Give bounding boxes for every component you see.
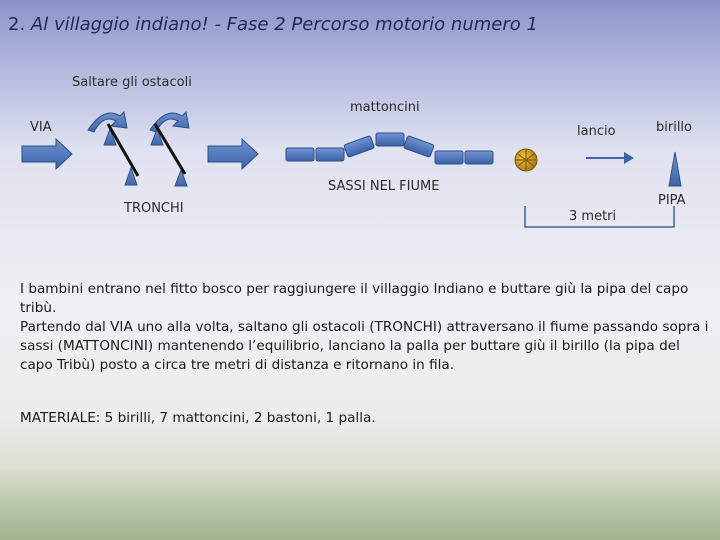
brick-3 xyxy=(344,136,375,158)
title-rest: - Fase 2 Percorso motorio numero 1 xyxy=(208,14,538,35)
pin-cone xyxy=(669,152,681,186)
pin-label: birillo xyxy=(656,120,692,135)
brick-1 xyxy=(286,148,314,161)
description xyxy=(20,280,710,375)
description-paragraph-2: Partendo dal VIA uno alla volta, saltano gli ostacoli (TRONCHI) attraversano il fiume passando sopra i sassi (MATTONCINI) mantenendo l’equilibrio, lanciano la palla per buttare giù il birillo (la pipa del capo Tribù) posto a circa tre metri di distanza e ritornano in fila. xyxy=(20,319,709,373)
description-paragraph-1: I bambini entrano nel fitto bosco per raggiungere il villaggio Indiano e buttare giù la pipa del capo tribù. xyxy=(20,281,689,316)
brick-2 xyxy=(316,148,344,161)
brick-6 xyxy=(435,151,463,164)
title-main: Al villaggio indiano! xyxy=(30,14,209,35)
middle-arrow xyxy=(208,139,258,169)
brick-7 xyxy=(465,151,493,164)
bricks-label: mattoncini xyxy=(350,100,420,115)
throw-arrow-head xyxy=(624,152,634,164)
pipe-label: PIPA xyxy=(658,193,686,208)
title-number: 2. xyxy=(8,14,26,35)
brick-5 xyxy=(403,136,434,158)
jump-arrow-1 xyxy=(88,112,127,132)
log-stick-1 xyxy=(108,124,138,176)
materials-list: MATERIALE: 5 birilli, 7 mattoncini, 2 bastoni, 1 palla. xyxy=(20,410,376,426)
log-stick-2 xyxy=(155,124,185,174)
throw-label: lancio xyxy=(577,124,616,139)
logs-label: TRONCHI xyxy=(124,201,184,216)
start-arrow xyxy=(22,139,72,169)
brick-4 xyxy=(376,133,404,146)
jump-label: Saltare gli ostacoli xyxy=(72,75,192,90)
start-label: VIA xyxy=(30,120,52,135)
distance-label: 3 metri xyxy=(569,209,617,224)
stones-label: SASSI NEL FIUME xyxy=(328,179,440,194)
jump-arrow-2 xyxy=(150,112,189,132)
